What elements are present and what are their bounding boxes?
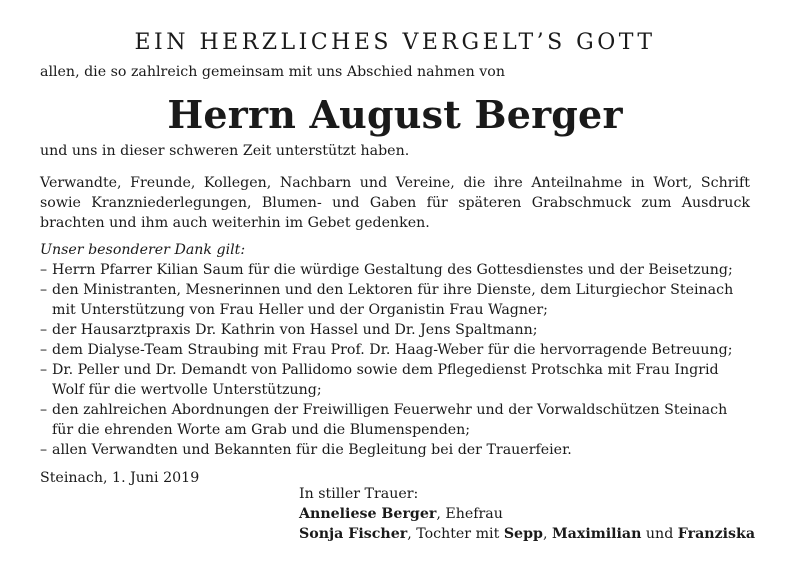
list-item xyxy=(40,260,750,280)
list-item xyxy=(40,440,750,460)
child-name: Franziska xyxy=(677,526,756,542)
dash-marker: – xyxy=(40,342,48,358)
dash-marker: – xyxy=(40,262,48,278)
dash-marker: – xyxy=(40,362,48,378)
thanks-item-text: Herrn Pfarrer Kilian Saum für die würdige Gestaltung des Gottesdienstes und der Beisetzung; xyxy=(52,262,733,278)
thanks-list xyxy=(40,260,750,460)
mourner-name: Anneliese Berger xyxy=(299,506,437,522)
list-item xyxy=(40,400,750,440)
list-item xyxy=(40,320,750,340)
separator: und xyxy=(641,526,678,542)
notice-heading: EIN HERZLICHES VERGELT’S GOTT xyxy=(134,30,656,55)
place-date: Steinach, 1. Juni 2019 xyxy=(40,470,200,486)
relatives-paragraph: Verwandte, Freunde, Kollegen, Nachbarn und Vereine, die ihre Anteilnahme in Wort, Schrift sowie Kranzniederlegungen, Blumen- und Gaben für späteren Grabschmuck zum Ausdruck brachten und ihm auch weiterhin im Gebet gedenken. xyxy=(40,175,750,231)
child-name: Sepp xyxy=(503,526,543,542)
thanks-title: Unser besonderer Dank gilt: xyxy=(40,242,246,258)
mourning-label: In stiller Trauer: xyxy=(299,486,419,502)
thanks-item-text: allen Verwandten und Bekannten für die Begleitung bei der Trauerfeier. xyxy=(52,442,572,458)
mourners-block xyxy=(299,484,755,544)
mourner-line-2 xyxy=(299,524,755,544)
dash-marker: – xyxy=(40,402,48,418)
intro-line: allen, die so zahlreich gemeinsam mit uns Abschied nahmen von xyxy=(40,64,505,80)
child-name: Maximilian xyxy=(551,526,642,542)
list-item xyxy=(40,340,750,360)
thanks-item-text: der Hausarztpraxis Dr. Kathrin von Hassel und Dr. Jens Spaltmann; xyxy=(52,322,538,338)
thanks-item-text: Dr. Peller und Dr. Demandt von Pallidomo sowie dem Pflegedienst Protschka mit Frau Ingrid Wolf für die wertvolle Unterstützung; xyxy=(52,362,719,398)
dash-marker: – xyxy=(40,282,48,298)
thanks-item-text: dem Dialyse-Team Straubing mit Frau Prof. Dr. Haag-Weber für die hervorragende Betreuung; xyxy=(52,342,733,358)
mourner-line-1 xyxy=(299,504,755,524)
separator: , xyxy=(542,526,552,542)
mourner-name: Sonja Fischer xyxy=(299,526,408,542)
list-item xyxy=(40,280,750,320)
thanks-item-text: den Ministranten, Mesnerinnen und den Lektoren für ihre Dienste, dem Liturgiechor Steinach mit Unterstützung von Frau Heller und der Organistin Frau Wagner; xyxy=(52,282,734,318)
mourner-relation: , Ehefrau xyxy=(436,506,503,522)
thanks-item-text: den zahlreichen Abordnungen der Freiwilligen Feuerwehr und der Vorwaldschützen Steinach für die ehrenden Worte am Grab und die Blumenspenden; xyxy=(52,402,728,438)
list-item xyxy=(40,360,750,400)
support-line: und uns in dieser schweren Zeit unterstützt haben. xyxy=(40,143,410,159)
dash-marker: – xyxy=(40,322,48,338)
deceased-name: Herrn August Berger xyxy=(167,92,623,137)
mourner-relation: , Tochter mit xyxy=(407,526,504,542)
dash-marker: – xyxy=(40,442,48,458)
